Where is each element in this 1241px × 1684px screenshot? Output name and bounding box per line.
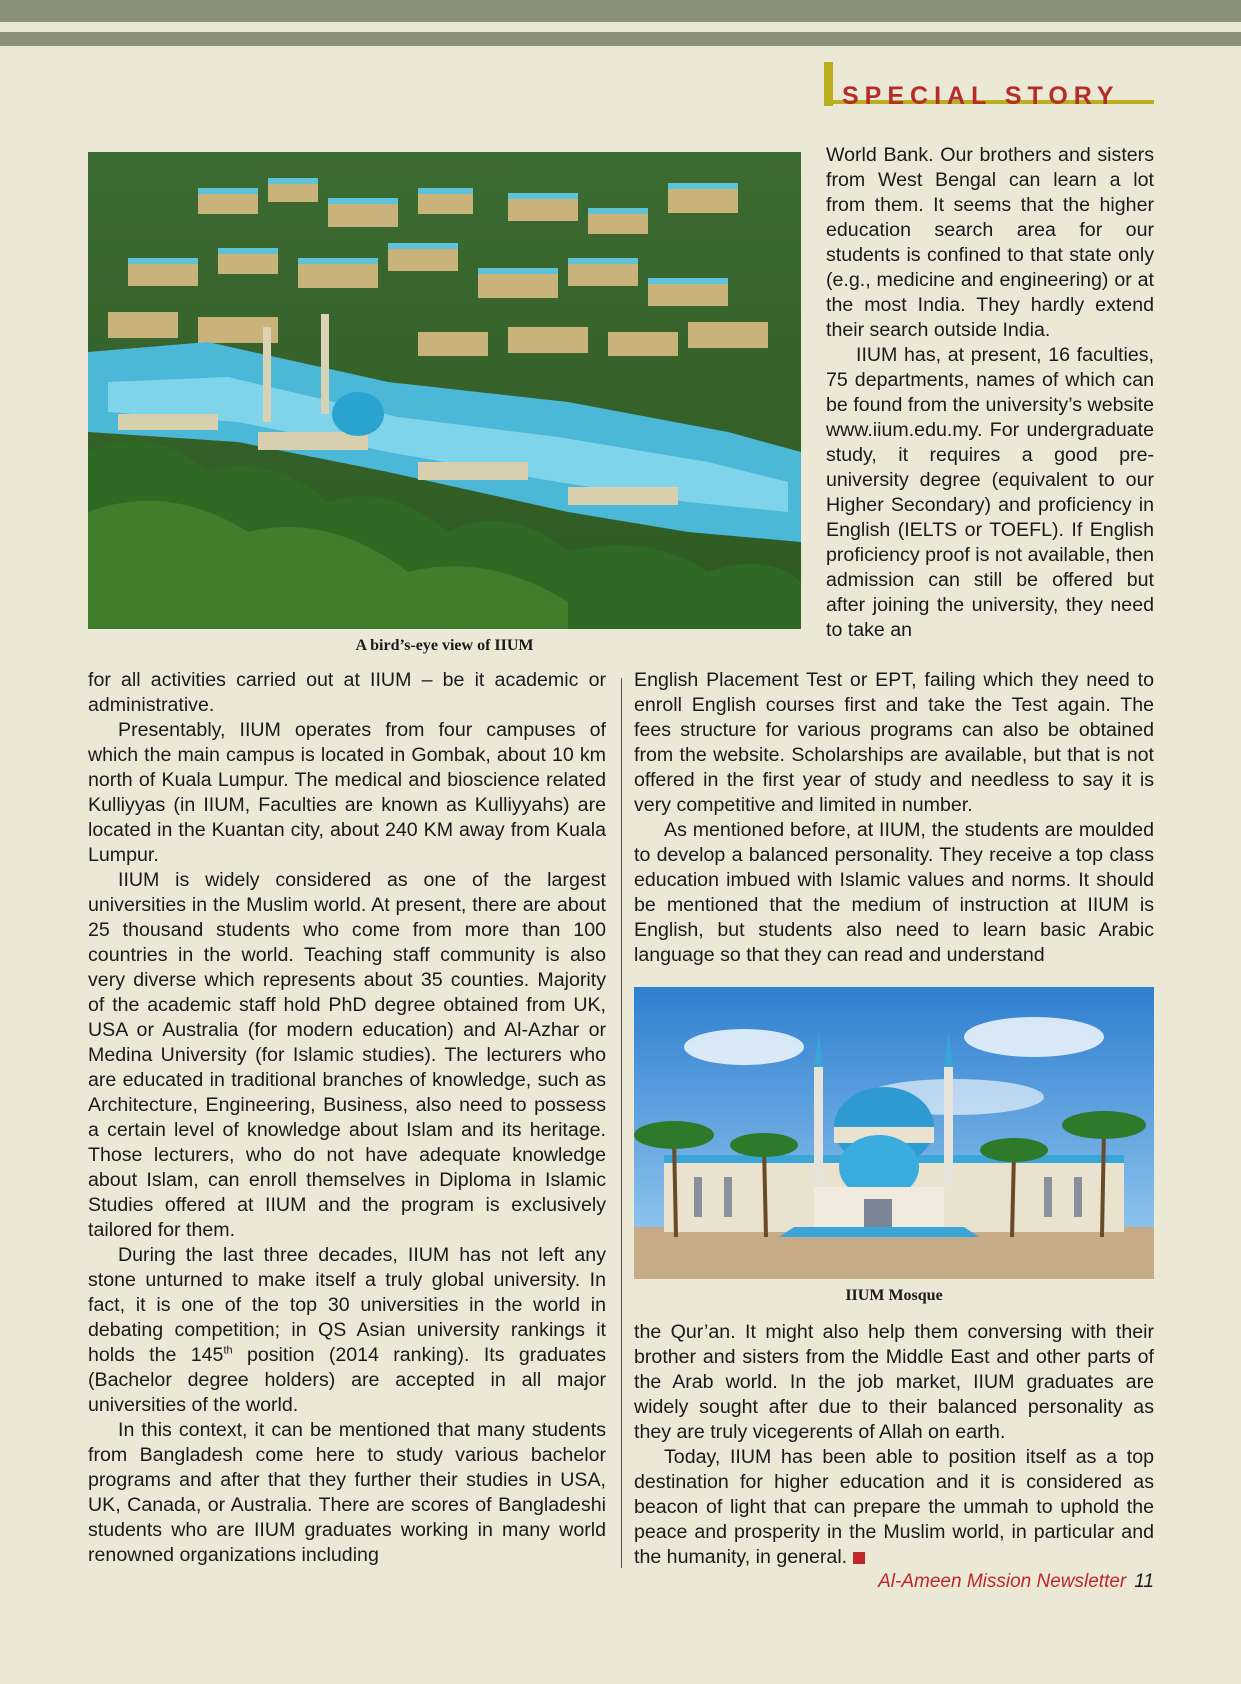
- paragraph: for all activities carried out at IIUM – be it academic or administrative.: [88, 669, 606, 716]
- left-column: [88, 668, 606, 1568]
- mosque-photo-caption: IIUM Mosque: [845, 1287, 943, 1304]
- paragraph: As mentioned before, at IIUM, the students are moulded to develop a balanced personality. They receive a top class education imbued with Islamic values and norms. It should be mentioned that the medium of instruction at IIUM is English, but students also need to learn basic Arabic language so that they can read and understand: [634, 819, 1154, 966]
- page-footer: [780, 1571, 1154, 1593]
- right-column-middle: [634, 668, 1154, 968]
- top-banner-bar: [0, 0, 1241, 22]
- section-label: [824, 62, 1154, 110]
- paragraph-text: Today, IIUM has been able to position itself as a top destination for higher education and it is considered as beacon of light that can prepare the ummah to uphold the peace and prosperity in the Muslim world, in particular and the humanity, in general.: [634, 1446, 1154, 1568]
- paragraph: IIUM is widely considered as one of the largest universities in the Muslim world. At present, there are about 25 thousand students who come from more than 100 countries in the world. Teaching staff community is also very diverse which represents about 35 counties. Majority of the academic staff hold PhD degree obtained from UK, USA or Australia (for modern education) and Al-Azhar or Medina University (for Islamic studies). The lecturers who are educated in traditional branches of knowledge, such as Architecture, Engineering, Business, also need to possess a certain level of knowledge about Islam and its heritage. Those lecturers, who do not have adequate knowledge about Islam, can enroll themselves in Diploma in Islamic Studies offered at IIUM and the program is exclusively tailored for them.: [88, 869, 606, 1241]
- paragraph: [88, 1243, 606, 1418]
- paragraph: IIUM has, at present, 16 faculties, 75 departments, names of which can be found from the university’s website www.iium.edu.my. For undergraduate study, it requires a good pre-university degree (equivalent to our Higher Secondary) and proficiency in English (IELTS or TOEFL). If English proficiency proof is not available, then admission can still be offered but after joining the university, they need to take an: [826, 344, 1154, 641]
- paragraph: [634, 1445, 1154, 1570]
- right-column-top: [826, 143, 1154, 643]
- paragraph-text: During the last three decades, IIUM has not left any stone unturned to make itself a truly global university. In fact, it is one of the top 30 universities in the world in debating competition; in QS Asian university rankings it holds the 145: [88, 1244, 606, 1366]
- paragraph: World Bank. Our brothers and sisters from West Bengal can learn a lot from them. It seems that the higher education search area for our students is confined to that state only (e.g., medicine and engineering) or at the most India. They hardly extend their search outside India.: [826, 144, 1154, 341]
- paragraph: English Placement Test or EPT, failing which they need to enroll English courses first and take the Test again. The fees structure for various programs can also be obtained from the website. Scholarships are available, but that is not offered in the first year of study and needless to say it is very competitive and limited in number.: [634, 669, 1154, 816]
- top-banner-stripe: [0, 32, 1241, 46]
- section-label-text: SPECIAL STORY: [842, 82, 1120, 110]
- right-column-bottom: [634, 1320, 1154, 1570]
- column-divider: [621, 678, 622, 1568]
- paragraph: the Qur’an. It might also help them conversing with their brother and sisters from the Middle East and other parts of the Arab world. In the job market, IIUM graduates are widely sought after due to their balanced personality as they are truly vicegerents of Allah on earth.: [634, 1321, 1154, 1443]
- campus-photo-caption: A bird’s-eye view of IIUM: [355, 637, 534, 654]
- paragraph: Presentably, IIUM operates from four campuses of which the main campus is located in Gombak, about 10 km north of Kuala Lumpur. The medical and bioscience related Kulliyyas (in IIUM, Faculties are known as Kulliyyahs) are located in the Kuantan city, about 240 KM away from Kuala Lumpur.: [88, 719, 606, 866]
- superscript: th: [223, 1344, 233, 1357]
- end-of-story-mark: [853, 1552, 865, 1564]
- mosque-photo: [634, 987, 1154, 1279]
- paragraph: In this context, it can be mentioned that many students from Bangladesh come here to study various bachelor programs and after that they further their studies in USA, UK, Canada, or Australia. There are scores of Bangladeshi students who are IIUM graduates working in many world renowned organizations including: [88, 1419, 606, 1566]
- paragraph-text: position (2014 ranking). Its graduates (Bachelor degree holders) are accepted in all major universities of the world.: [88, 1344, 606, 1416]
- campus-aerial-photo: [88, 152, 801, 629]
- page-number: 11: [1134, 1571, 1154, 1592]
- newsletter-name: Al-Ameen Mission Newsletter: [878, 1571, 1127, 1592]
